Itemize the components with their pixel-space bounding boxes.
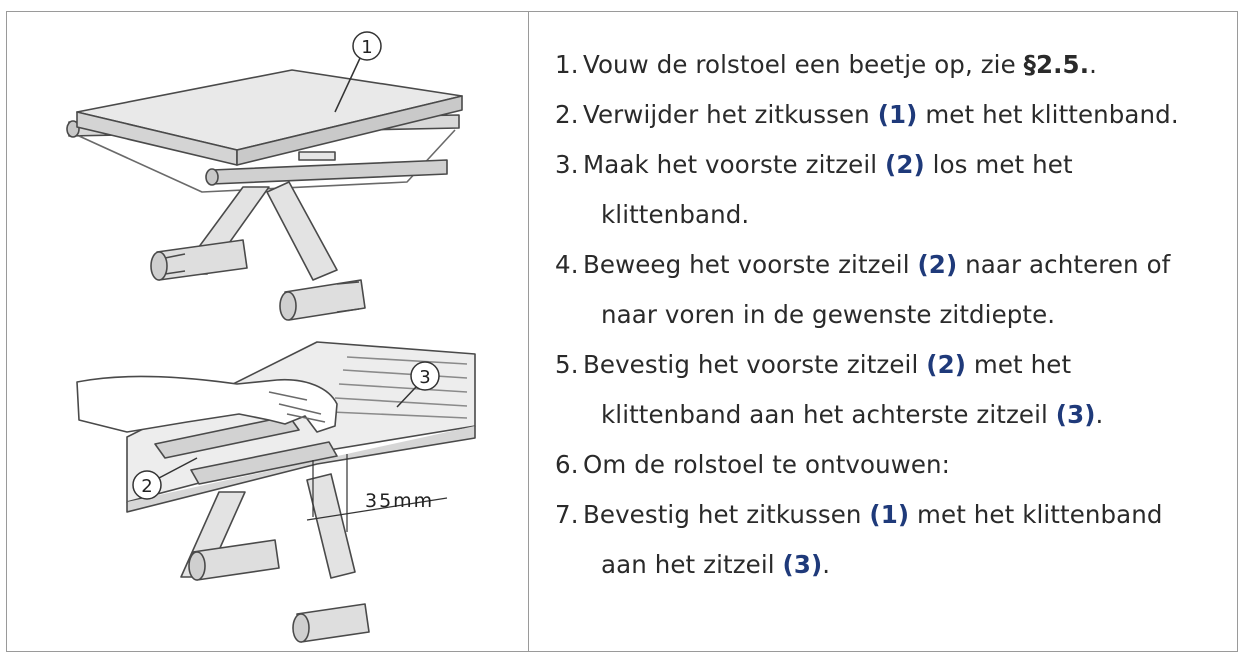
step-number: 6. [555,450,579,479]
callout-2-label: 2 [141,476,153,497]
step-text: naar achteren of [957,250,1171,279]
wheelchair-seat-illustration [7,12,528,653]
step-list [555,40,1235,590]
step-text: met het [966,350,1072,379]
step-number: 7. [555,500,579,529]
step-1 [555,40,1235,90]
illustration-cell [7,12,529,651]
part-reference: (1) [877,100,918,129]
step-text: Verwijder het zitkussen [583,100,878,129]
step-text: klittenband aan het achterste zitzeil [601,400,1056,429]
instructions-cell [529,12,1237,651]
part-reference: (3) [1055,400,1096,429]
step-text: Beweeg het voorste zitzeil [583,250,918,279]
step-text: . [822,550,831,579]
step-continuation [583,290,1235,340]
section-reference: §2.5. [1023,50,1090,79]
step-text: . [1095,400,1104,429]
step-number: 4. [555,250,579,279]
step-number: 1. [555,50,579,79]
step-4 [555,240,1235,340]
step-text: Om de rolstoel te ontvouwen: [583,450,951,479]
step-text: . [1089,50,1098,79]
step-text: Bevestig het zitkussen [583,500,870,529]
step-text: met het klittenband [909,500,1163,529]
step-number: 2. [555,100,579,129]
part-reference: (1) [869,500,910,529]
step-text: Bevestig het voorste zitzeil [583,350,927,379]
step-3 [555,140,1235,240]
step-2 [555,90,1235,140]
part-reference: (2) [917,250,958,279]
step-continuation [583,540,1235,590]
step-number: 5. [555,350,579,379]
instruction-table [6,11,1238,652]
step-text: los met het [924,150,1073,179]
step-continuation [583,390,1235,440]
part-reference: (2) [885,150,925,179]
step-number: 3. [555,150,579,179]
step-text: aan het zitzeil [601,550,783,579]
step-5 [555,340,1235,440]
step-text: naar voren in de gewenste zitdiepte. [601,300,1056,329]
part-reference: (2) [926,350,967,379]
step-text: Vouw de rolstoel een beetje op, zie [583,50,1024,79]
step-text: met het klittenband. [917,100,1179,129]
step-text: klittenband. [601,200,750,229]
step-continuation [583,190,1235,240]
callout-3-label: 3 [419,367,431,388]
step-text: Maak het voorste zitzeil [583,150,886,179]
step-7 [555,490,1235,590]
part-reference: (3) [782,550,823,579]
dimension-label: 35mm [365,490,435,512]
step-6 [555,440,1235,490]
callout-1-label: 1 [361,37,373,58]
seat-cushion-drawing [67,32,462,320]
